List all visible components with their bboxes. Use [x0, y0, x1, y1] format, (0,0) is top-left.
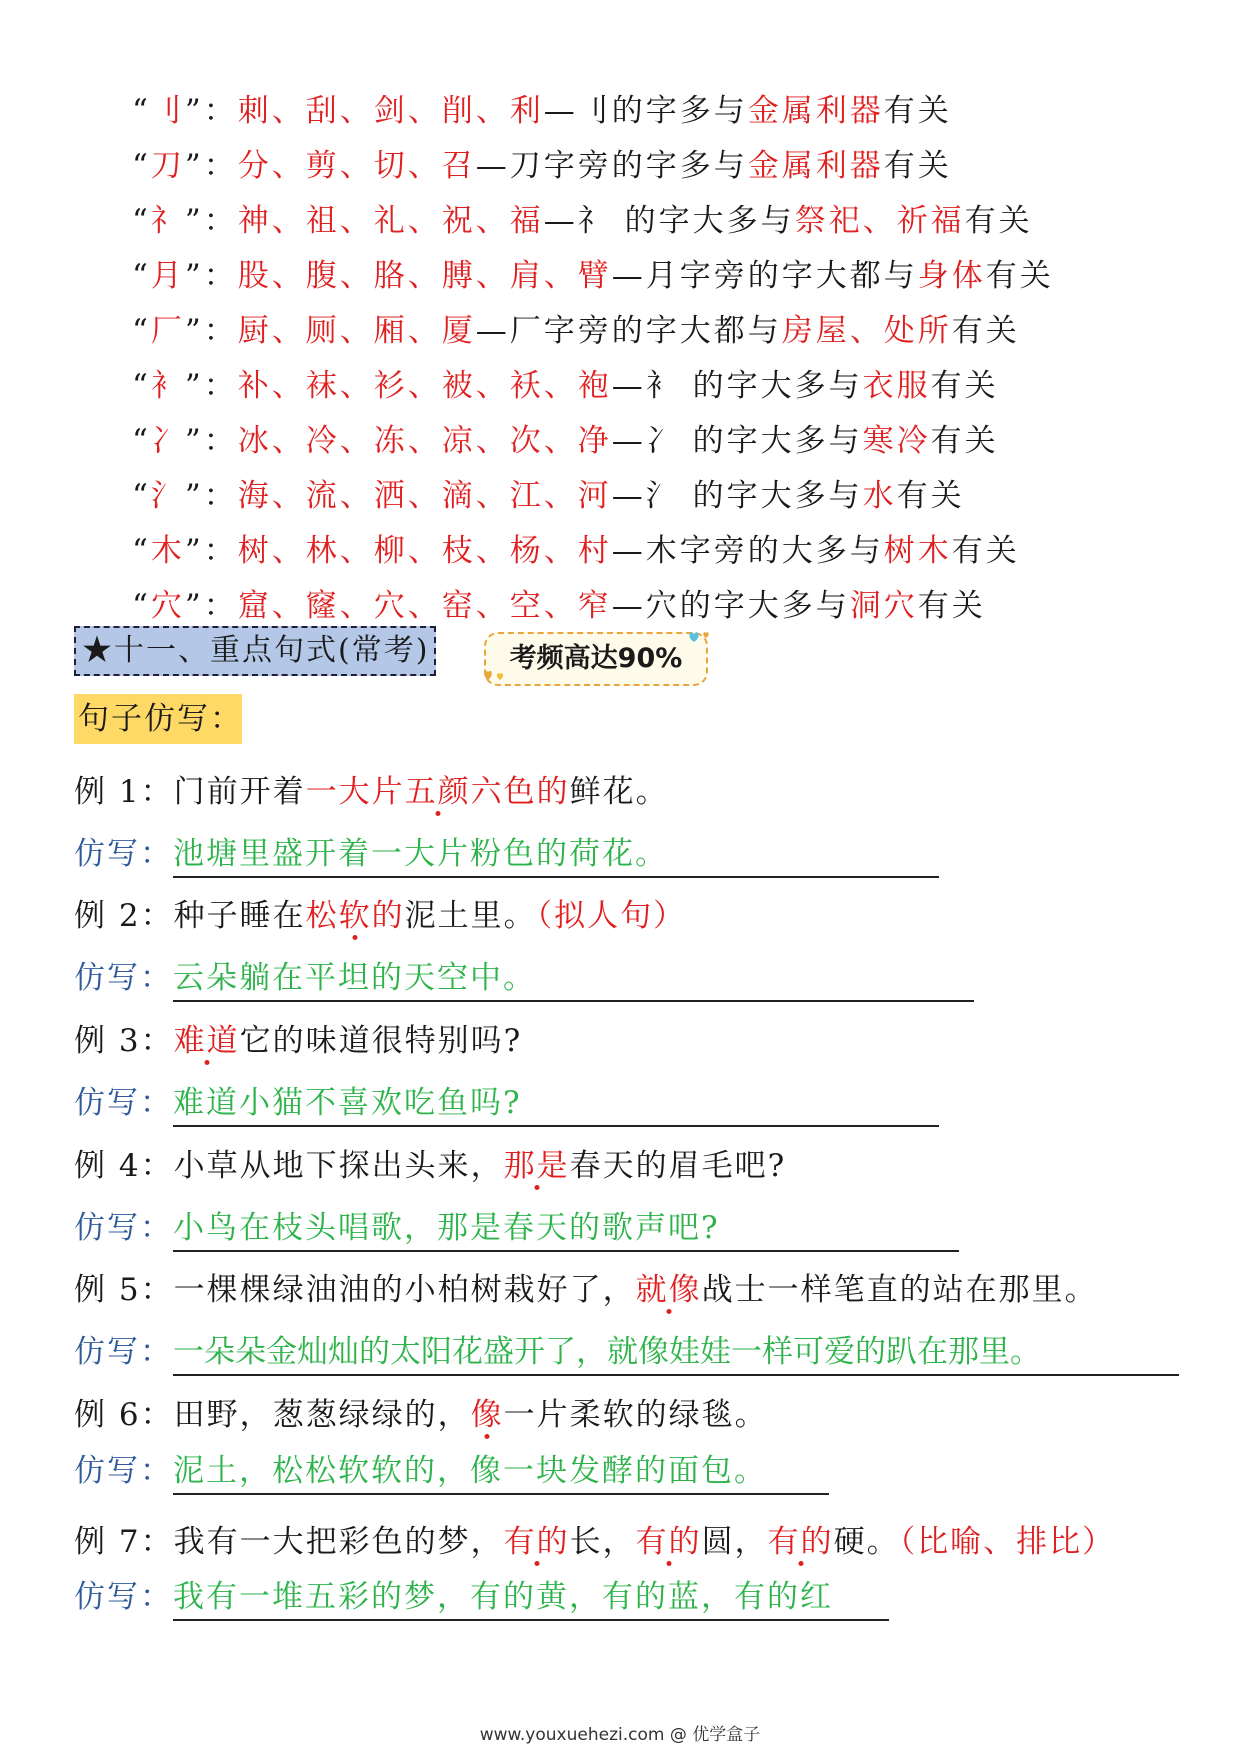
- example-line: 例 5：一棵棵绿油油的小柏树栽好了，就像战士一样笔直的站在那里。: [74, 1272, 1098, 1308]
- radical-line: “穴”：窟、窿、穴、窑、空、窄—穴的字大多与洞穴有关: [132, 588, 986, 624]
- keyword-highlight: 难道: [173, 1023, 240, 1059]
- keyword-highlight: 有的: [503, 1524, 570, 1560]
- imitation-answer[interactable]: 云朵躺在平坦的天空中。: [173, 956, 974, 1002]
- imitation-line: 仿写：池塘里盛开着一大片粉色的荷花。: [74, 832, 939, 878]
- sentence-type-note: （比喻、排比）: [899, 1524, 1116, 1560]
- keyword-highlight: 像: [470, 1397, 504, 1433]
- example-line: 例 6：田野，葱葱绿绿的，像一片柔软的绿毯。: [74, 1397, 768, 1433]
- example-line: 例 1：门前开着一大片五颜六色的鲜花。: [74, 774, 669, 810]
- imitation-answer[interactable]: 小鸟在枝头唱歌，那是春天的歌声吧?: [173, 1206, 959, 1252]
- imitation-line: 仿写：我有一堆五彩的梦，有的黄，有的蓝，有的红: [74, 1575, 889, 1621]
- imitation-line: 仿写：云朵躺在平坦的天空中。: [74, 956, 974, 1002]
- example-line: 例 3：难道它的味道很特别吗?: [74, 1023, 523, 1059]
- radical-line: “刀”：分、剪、切、召—刀字旁的字多与金属利器有关: [132, 148, 952, 184]
- example-line: 例 2：种子睡在松软的泥土里。（拟人句）: [74, 898, 687, 934]
- keyword-highlight: 一大片五颜六色的: [305, 774, 570, 810]
- radical-list: [132, 84, 1054, 634]
- example-line: 例 7：我有一大把彩色的梦，有的长，有的圆，有的硬。（比喻、排比）: [74, 1524, 1116, 1560]
- radical-line: “月”：股、腹、胳、膊、肩、臂—月字旁的字大都与身体有关: [132, 258, 1054, 294]
- keyword-highlight: 就像: [635, 1272, 702, 1308]
- imitation-line: 仿写：泥土，松松软软的，像一块发酵的面包。: [74, 1449, 829, 1495]
- imitation-answer[interactable]: 我有一堆五彩的梦，有的黄，有的蓝，有的红: [173, 1575, 889, 1621]
- imitation-line: 仿写：小鸟在枝头唱歌，那是春天的歌声吧?: [74, 1206, 959, 1252]
- radical-line: “冫”：冰、冷、冻、凉、次、净—冫 的字大多与寒冷有关: [132, 423, 999, 459]
- radical-line: “木”：树、林、柳、枝、杨、村—木字旁的大多与树木有关: [132, 533, 1020, 569]
- heart-deco-icon: [686, 628, 714, 650]
- radical-line: “刂”：刺、刮、剑、削、利—刂的字多与金属利器有关: [132, 93, 952, 129]
- keyword-highlight: 那是: [503, 1148, 570, 1184]
- sub-title: 句子仿写：: [74, 694, 242, 744]
- radical-line: “厂”：厨、厕、厢、厦—厂字旁的字大都与房屋、处所有关: [132, 313, 1020, 349]
- imitation-answer[interactable]: 难道小猫不喜欢吃鱼吗?: [173, 1081, 939, 1127]
- example-line: 例 4：小草从地下探出头来，那是春天的眉毛吧?: [74, 1148, 787, 1184]
- radical-line: “氵”：海、流、洒、滴、江、河—氵 的字大多与水有关: [132, 478, 965, 514]
- keyword-highlight: 有的: [767, 1524, 834, 1560]
- footer-url: www.youxuehezi.com @ 优学盒子: [479, 1725, 761, 1745]
- frequency-badge: 考频高达90%: [484, 632, 708, 686]
- section-title: ★十一、重点句式(常考): [74, 626, 436, 676]
- sentence-type-note: （拟人句）: [536, 898, 687, 934]
- radical-line: “礻”：神、祖、礼、祝、福—礻 的字大多与祭祀、祈福有关: [132, 203, 1033, 239]
- keyword-highlight: 有的: [635, 1524, 702, 1560]
- imitation-line: 仿写：一朵朵金灿灿的太阳花盛开了，就像娃娃一样可爱的趴在那里。: [74, 1330, 1179, 1376]
- imitation-answer[interactable]: 一朵朵金灿灿的太阳花盛开了，就像娃娃一样可爱的趴在那里。: [173, 1330, 1179, 1376]
- heart-deco-icon: [482, 666, 512, 688]
- imitation-answer[interactable]: 泥土，松松软软的，像一块发酵的面包。: [173, 1449, 829, 1495]
- keyword-highlight: 松软的: [305, 898, 405, 934]
- imitation-answer[interactable]: 池塘里盛开着一大片粉色的荷花。: [173, 832, 939, 878]
- imitation-line: 仿写：难道小猫不喜欢吃鱼吗?: [74, 1081, 939, 1127]
- radical-line: “衤”：补、袜、衫、被、袄、袍—衤 的字大多与衣服有关: [132, 368, 999, 404]
